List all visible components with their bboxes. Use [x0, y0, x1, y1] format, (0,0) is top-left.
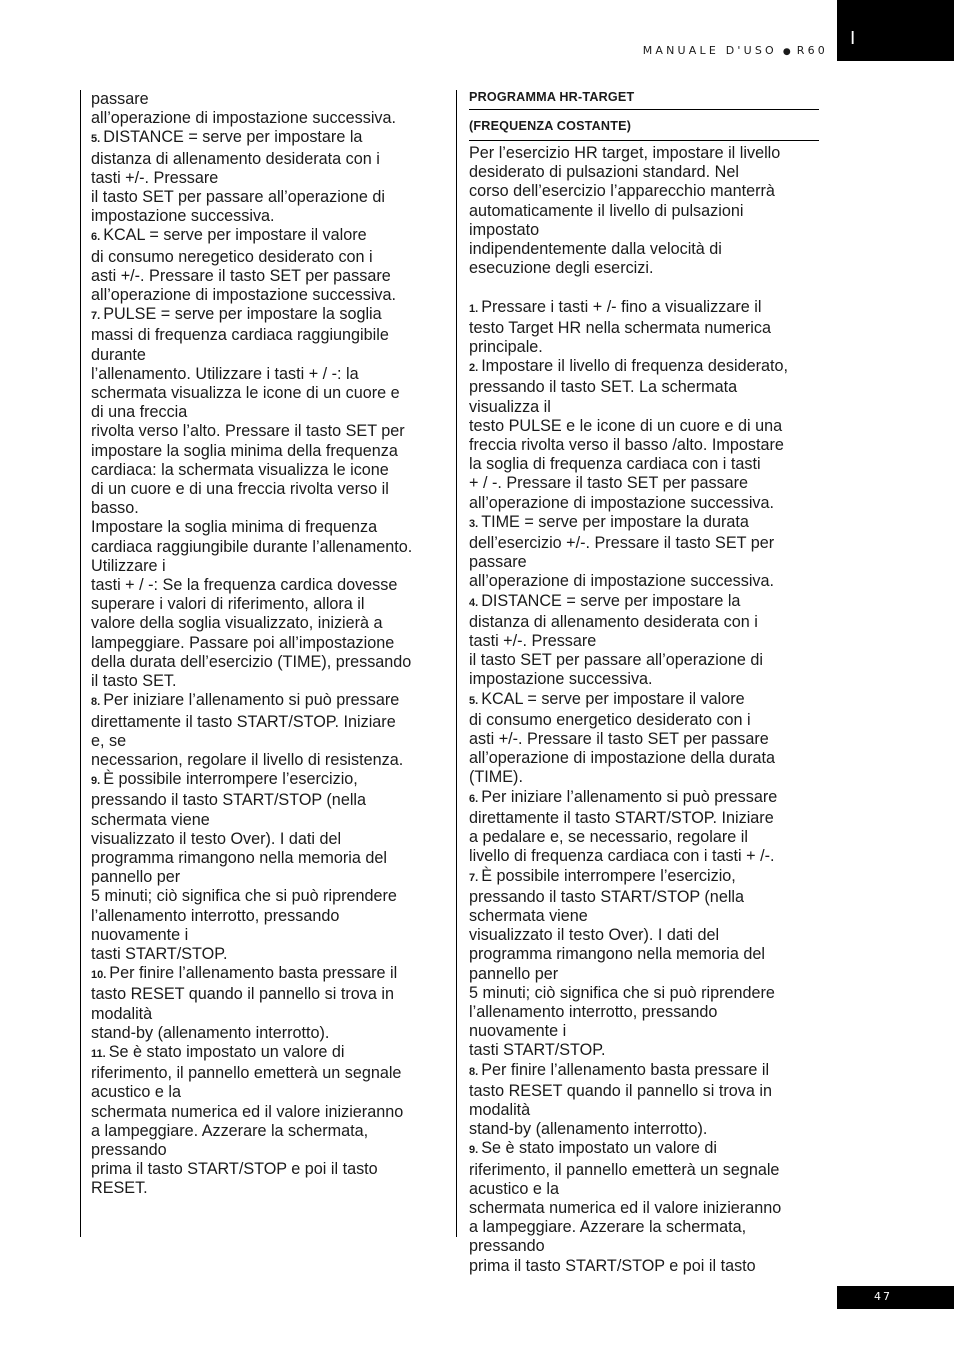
line-text: Impostare il livello di frequenza desiderato,: [481, 357, 789, 376]
text-line: [469, 1003, 819, 1022]
line-text: lampeggiare. Passare poi all’impostazione: [91, 633, 395, 652]
line-text: a pedalare e, se necessario, regolare il: [469, 828, 748, 847]
text-line: [91, 326, 445, 345]
right-column-text: [469, 144, 819, 1276]
line-text: nuovamente i: [91, 925, 189, 944]
item-number: 11.: [91, 1047, 106, 1060]
line-text: pressando: [91, 1140, 167, 1159]
line-text: schermata numerica ed il valore inizieranno: [469, 1198, 782, 1217]
text-line: [469, 338, 819, 357]
text-line: [469, 182, 819, 201]
line-text: cardiaca raggiungibile durante l’allenamento.: [91, 537, 413, 556]
line-text: testo PULSE e le icone di un cuore e di una: [469, 416, 783, 435]
text-line: [91, 1083, 445, 1102]
line-text: riferimento, il pannello emetterà un segnale: [91, 1064, 402, 1083]
text-line: [91, 751, 445, 770]
text-line: [469, 417, 819, 436]
numbered-item-line: [469, 592, 819, 613]
line-text: all’operazione di impostazione della durata: [469, 749, 775, 768]
line-text: direttamente il tasto START/STOP. Iniziare: [469, 808, 774, 827]
text-line: [469, 888, 819, 907]
numbered-item-line: [91, 226, 445, 247]
running-header: [643, 44, 828, 57]
text-line: [469, 670, 819, 689]
line-text: distanza di allenamento desiderata con i: [469, 612, 758, 631]
section-title: PROGRAMMA HR-TARGET: [469, 90, 819, 110]
line-text: Se è stato impostato un valore di: [108, 1042, 345, 1061]
text-line: [91, 614, 445, 633]
line-text: esecuzione degli esercizi.: [469, 259, 654, 278]
text-line: [469, 768, 819, 787]
line-text: TIME = serve per impostare la durata: [481, 512, 749, 531]
line-text: stand-by (allenamento interrotto).: [469, 1120, 708, 1139]
column-divider-rule: [456, 90, 457, 1237]
line-text: pressando il tasto SET. La schermata: [469, 378, 738, 397]
line-text: automaticamente il livello di pulsazioni: [469, 201, 744, 220]
line-text: pannello per: [469, 964, 559, 983]
numbered-item-line: [91, 964, 445, 985]
line-text: PULSE = serve per impostare la soglia: [103, 305, 382, 324]
text-line: [91, 907, 445, 926]
text-line: [469, 534, 819, 553]
text-line: [469, 984, 819, 1003]
text-line: [469, 965, 819, 984]
text-line: [469, 847, 819, 866]
line-text: all’operazione di impostazione successiva.: [91, 286, 397, 305]
line-text: rivolta verso l’alto. Pressare il tasto SET per: [91, 422, 405, 441]
item-number: 7.: [469, 871, 479, 884]
text-line: [91, 595, 445, 614]
text-line: [91, 480, 445, 499]
line-text: Per iniziare l’allenamento si può pressare: [481, 787, 778, 806]
text-line: [91, 830, 445, 849]
item-number: 9.: [469, 1144, 479, 1157]
line-text: Se è stato impostato un valore di: [481, 1139, 717, 1158]
line-text: a lampeggiare. Azzerare la schermata,: [91, 1121, 369, 1140]
line-text: necessarion, regolare il livello di resistenza.: [91, 750, 404, 769]
text-line: [469, 730, 819, 749]
line-text: impostare la soglia minima della frequenza: [91, 441, 398, 460]
numbered-item-line: [469, 788, 819, 809]
item-number: 7.: [91, 310, 101, 323]
line-text: dell’esercizio +/-. Pressare il tasto SET per: [469, 534, 775, 553]
item-number: 4.: [469, 596, 479, 609]
item-number: 6.: [91, 231, 101, 244]
blank-line: [469, 278, 819, 297]
text-line: [469, 494, 819, 513]
item-number: 5.: [91, 133, 101, 146]
numbered-item-line: [469, 1061, 819, 1082]
page-number: 47: [874, 1290, 892, 1303]
text-line: [91, 169, 445, 188]
text-line: [91, 518, 445, 537]
text-line: [469, 240, 819, 259]
line-text: Per finire l’allenamento basta pressare il: [481, 1060, 770, 1079]
text-line: [91, 538, 445, 557]
line-text: passare: [91, 90, 149, 108]
text-line: [469, 632, 819, 651]
line-text: + / -. Pressare il tasto SET per passare: [469, 474, 749, 493]
line-text: pressando il tasto START/STOP (nella: [91, 791, 367, 810]
numbered-item-line: [469, 298, 819, 319]
text-line: [91, 422, 445, 441]
line-text: basso.: [91, 499, 139, 518]
line-text: schermata visualizza le icone di un cuore e: [91, 384, 400, 403]
text-line: [91, 849, 445, 868]
line-text: valore della soglia visualizzato, inizierà a: [91, 614, 383, 633]
text-line: [469, 319, 819, 338]
text-line: [469, 907, 819, 926]
line-text: livello di frequenza cardiaca con i tasti + /-.: [469, 847, 775, 866]
line-text: prima il tasto START/STOP e poi il tasto: [91, 1160, 378, 1179]
numbered-item-line: [469, 690, 819, 711]
text-line: [91, 1064, 445, 1083]
item-number: 8.: [91, 696, 101, 709]
line-text: visualizzato il testo Over). I dati del: [91, 829, 342, 848]
text-line: [91, 403, 445, 422]
line-text: l’allenamento interrotto, pressando: [469, 1002, 718, 1021]
manual-title: MANUALE D'USO: [642, 44, 777, 57]
text-line: [469, 1199, 819, 1218]
line-text: modalità: [91, 1004, 153, 1023]
line-text: testo Target HR nella schermata numerica: [469, 318, 772, 337]
line-text: a lampeggiare. Azzerare la schermata,: [469, 1218, 747, 1237]
text-line: [91, 576, 445, 595]
line-text: Per iniziare l’allenamento si può pressare: [103, 691, 400, 710]
text-line: [469, 749, 819, 768]
section-subtitle: (FREQUENZA COSTANTE): [469, 110, 819, 141]
text-line: [91, 557, 445, 576]
language-tab-letter: I: [850, 28, 856, 49]
text-line: [91, 1141, 445, 1160]
text-line: [91, 1103, 445, 1122]
line-text: l’allenamento. Utilizzare i tasti + / -: la: [91, 364, 359, 383]
text-line: [469, 378, 819, 397]
text-line: [469, 1082, 819, 1101]
line-text: il tasto SET per passare all’operazione di: [469, 651, 763, 670]
item-number: 2.: [469, 362, 479, 375]
line-text: impostazione successiva.: [469, 670, 653, 689]
bullet-separator: ●: [782, 47, 791, 57]
text-line: [91, 267, 445, 286]
line-text: superare i valori di riferimento, allora il: [91, 595, 365, 614]
line-text: asti +/-. Pressare il tasto SET per passare: [469, 730, 769, 749]
line-text: di un cuore e di una freccia rivolta verso il: [91, 480, 389, 499]
text-line: [91, 1122, 445, 1141]
text-line: [469, 144, 819, 163]
line-text: prima il tasto START/STOP e poi il tasto: [469, 1256, 756, 1275]
numbered-item-line: [91, 1043, 445, 1064]
line-text: DISTANCE = serve per impostare la: [103, 128, 363, 147]
language-tab: [837, 0, 954, 61]
line-text: all’operazione di impostazione successiva.: [469, 493, 775, 512]
line-text: KCAL = serve per impostare il valore: [481, 689, 745, 708]
line-text: passare: [469, 553, 527, 572]
line-text: Per l’esercizio HR target, impostare il livello: [469, 144, 781, 162]
line-text: stand-by (allenamento interrotto).: [91, 1023, 330, 1042]
line-text: la soglia di frequenza cardiaca con i tasti: [469, 455, 761, 474]
text-line: [91, 732, 445, 751]
text-line: [91, 945, 445, 964]
text-line: [469, 398, 819, 417]
line-text: impostato: [469, 220, 540, 239]
text-line: [469, 572, 819, 591]
line-text: tasti + / -: Se la frequenza cardica dovesse: [91, 576, 398, 595]
text-line: [91, 926, 445, 945]
line-text: corso dell’esercizio l’apparecchio manterrà: [469, 182, 775, 201]
text-line: [469, 945, 819, 964]
text-line: [91, 109, 445, 128]
line-text: desiderato di pulsazioni standard. Nel: [469, 163, 739, 182]
item-number: 9.: [91, 775, 101, 788]
text-line: [469, 1237, 819, 1256]
line-text: asti +/-. Pressare il tasto SET per passare: [91, 266, 391, 285]
line-text: schermata viene: [469, 906, 588, 925]
text-line: [469, 221, 819, 240]
line-text: programma rimangono nella memoria del: [469, 945, 766, 964]
line-text: Impostare la soglia minima di frequenza: [91, 518, 378, 537]
numbered-item-line: [469, 1139, 819, 1160]
text-line: [469, 259, 819, 278]
line-text: Pressare i tasti + /- fino a visualizzare il: [481, 297, 762, 316]
text-line: [91, 811, 445, 830]
line-text: di una freccia: [91, 403, 188, 422]
line-text: schermata numerica ed il valore inizieranno: [91, 1102, 404, 1121]
text-line: [469, 1120, 819, 1139]
line-text: acustico e la: [469, 1179, 559, 1198]
text-line: [91, 1160, 445, 1179]
text-line: [469, 828, 819, 847]
line-text: nuovamente i: [469, 1022, 567, 1041]
item-number: 1.: [469, 302, 479, 315]
text-line: [91, 286, 445, 305]
line-text: È possibile interrompere l’esercizio,: [481, 866, 736, 885]
line-text: programma rimangono nella memoria del: [91, 848, 388, 867]
text-line: [469, 553, 819, 572]
line-text: tasti START/STOP.: [91, 944, 228, 963]
line-text: pressando: [469, 1237, 545, 1256]
text-line: [91, 188, 445, 207]
line-text: della durata dell’esercizio (TIME), pressando: [91, 652, 412, 671]
line-text: all’operazione di impostazione successiva.: [91, 109, 397, 128]
text-line: [91, 653, 445, 672]
text-line: [91, 672, 445, 691]
text-line: [469, 926, 819, 945]
numbered-item-line: [91, 305, 445, 326]
text-line: [91, 887, 445, 906]
item-number: 5.: [469, 694, 479, 707]
line-text: schermata viene: [91, 810, 210, 829]
text-line: [469, 1041, 819, 1060]
text-line: [469, 809, 819, 828]
line-text: il tasto SET per passare all’operazione di: [91, 188, 385, 207]
line-text: visualizza il: [469, 397, 551, 416]
line-text: È possibile interrompere l’esercizio,: [103, 770, 358, 789]
line-text: indipendentemente dalla velocità di: [469, 240, 722, 259]
text-line: [469, 436, 819, 455]
line-text: visualizzato il testo Over). I dati del: [469, 926, 720, 945]
item-number: 3.: [469, 517, 479, 530]
text-line: [91, 499, 445, 518]
numbered-item-line: [469, 357, 819, 378]
line-text: tasto RESET quando il pannello si trova in: [91, 985, 394, 1004]
text-line: [469, 1161, 819, 1180]
text-line: [469, 163, 819, 182]
text-line: [469, 202, 819, 221]
text-line: [91, 868, 445, 887]
text-line: [91, 150, 445, 169]
text-line: [91, 634, 445, 653]
text-line: [91, 1179, 445, 1198]
line-text: 5 minuti; ciò significa che si può riprendere: [91, 887, 397, 906]
line-text: tasto RESET quando il pannello si trova in: [469, 1081, 772, 1100]
line-text: 5 minuti; ciò significa che si può riprendere: [469, 983, 775, 1002]
line-text: all’operazione di impostazione successiva.: [469, 572, 775, 591]
line-text: DISTANCE = serve per impostare la: [481, 591, 741, 610]
item-number: 6.: [469, 792, 479, 805]
model-name: R60: [796, 44, 828, 57]
item-number: 8.: [469, 1065, 479, 1078]
numbered-item-line: [91, 770, 445, 791]
text-line: [91, 1024, 445, 1043]
line-text: distanza di allenamento desiderata con i: [91, 149, 380, 168]
line-text: RESET.: [91, 1179, 148, 1198]
line-text: impostazione successiva.: [91, 207, 275, 226]
line-text: di consumo neregetico desiderato con i: [91, 247, 373, 266]
text-line: [91, 1005, 445, 1024]
line-text: principale.: [469, 338, 543, 357]
line-text: pressando il tasto START/STOP (nella: [469, 887, 745, 906]
line-text: pannello per: [91, 868, 181, 887]
text-line: [469, 474, 819, 493]
line-text: durante: [91, 345, 146, 364]
right-column: [469, 90, 819, 1276]
text-line: [469, 1257, 819, 1276]
text-line: [469, 1022, 819, 1041]
page-number-box: [837, 1286, 954, 1309]
text-line: [469, 1180, 819, 1199]
line-text: cardiaca: la schermata visualizza le icone: [91, 460, 389, 479]
numbered-item-line: [91, 691, 445, 712]
text-line: [91, 985, 445, 1004]
text-line: [469, 455, 819, 474]
item-number: 10.: [91, 969, 107, 982]
text-line: [91, 346, 445, 365]
text-line: [91, 365, 445, 384]
left-column-text: [91, 90, 445, 1199]
line-text: tasti +/-. Pressare: [469, 632, 597, 651]
numbered-item-line: [91, 128, 445, 149]
line-text: Per finire l’allenamento basta pressare il: [109, 964, 398, 983]
text-line: [91, 713, 445, 732]
line-text: tasti +/-. Pressare: [91, 168, 219, 187]
text-line: [469, 1101, 819, 1120]
text-line: [91, 791, 445, 810]
line-text: di consumo energetico desiderato con i: [469, 710, 751, 729]
line-text: e, se: [91, 731, 127, 750]
numbered-item-line: [469, 513, 819, 534]
line-text: riferimento, il pannello emetterà un segnale: [469, 1160, 780, 1179]
text-line: [91, 90, 445, 109]
line-text: freccia rivolta verso il basso /alto. Impostare: [469, 436, 784, 455]
text-line: [469, 711, 819, 730]
line-text: modalità: [469, 1100, 531, 1119]
line-text: l’allenamento interrotto, pressando: [91, 906, 340, 925]
line-text: acustico e la: [91, 1083, 181, 1102]
line-text: direttamente il tasto START/STOP. Iniziare: [91, 712, 396, 731]
text-line: [469, 1218, 819, 1237]
text-line: [91, 248, 445, 267]
line-text: KCAL = serve per impostare il valore: [103, 226, 367, 245]
text-line: [91, 384, 445, 403]
text-line: [91, 442, 445, 461]
line-text: massi di frequenza cardiaca raggiungibile: [91, 326, 389, 345]
line-text: tasti START/STOP.: [469, 1041, 606, 1060]
line-text: il tasto SET.: [91, 672, 177, 691]
text-line: [91, 207, 445, 226]
text-line: [469, 651, 819, 670]
numbered-item-line: [469, 867, 819, 888]
line-text: Utilizzare i: [91, 556, 166, 575]
line-text: (TIME).: [469, 768, 523, 787]
text-line: [91, 461, 445, 480]
text-line: [469, 613, 819, 632]
left-column-rule: [80, 90, 81, 1237]
